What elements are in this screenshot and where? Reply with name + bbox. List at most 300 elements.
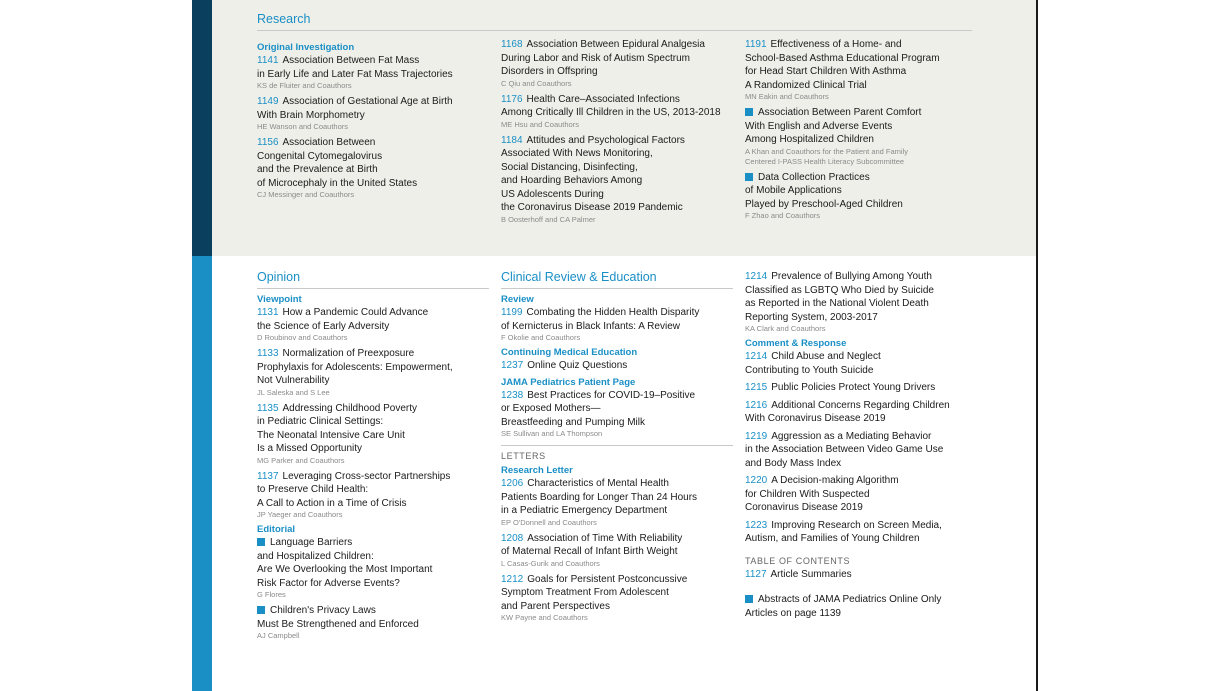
page-number: 1199 [501,307,523,318]
title-text: Disorders in Offspring [501,66,598,77]
article-title-line [257,163,489,177]
title-text: Association of Gestational Age at Birth [282,96,453,107]
article-title-line [257,150,489,164]
research-col-1 [257,38,489,204]
article-entry[interactable] [257,306,489,343]
page-number: 1176 [501,93,523,105]
page-number: 1223 [745,519,768,531]
research-section [257,12,737,36]
article-title-line [745,284,977,298]
subsection-editorial: Editorial [257,524,296,535]
article-title-line [257,347,489,361]
opinion-section [257,270,489,645]
title-text: Best Practices for COVID-19–Positive [527,389,696,401]
article-title-line [257,470,489,484]
article-authors: SE Sullivan and LA Thompson [501,429,603,438]
toc-label: TABLE OF CONTENTS [745,555,851,566]
article-title[interactable] [501,306,733,333]
subsection-comment-response: Comment & Response [745,338,847,349]
title-text: Social Distancing, Disinfecting, [501,161,638,173]
article-list [745,270,977,334]
article-title[interactable] [745,38,977,92]
article-entry[interactable] [257,136,489,200]
title-text: in Pediatric Clinical Settings: [257,416,384,427]
title-text: in a Pediatric Emergency Department [501,505,668,516]
article-title-line [501,532,733,546]
article-title-line [257,536,489,550]
article-title[interactable] [745,519,977,546]
article-title-line [501,586,733,600]
article-list [501,359,733,373]
article-authors: L Casas-Gurik and Coauthors [501,558,600,568]
article-title[interactable] [745,568,977,582]
article-authors: ME Hsu and Coauthors [501,119,579,129]
article-entry[interactable] [501,38,733,89]
article-title-line [501,491,733,505]
article-title-line [501,201,733,215]
article-title-line [257,68,489,82]
article-title-line [501,359,733,373]
title-text: Improving Research on Screen Media, [771,519,942,531]
title-text: A Call to Action in a Time of Crisis [257,497,407,509]
title-text: or Exposed Mothers— [501,403,601,414]
article-entry[interactable] [257,604,489,641]
article-title[interactable] [501,389,733,430]
article-authors: A Khan and Coauthors for the Patient and Family [745,146,909,156]
article-title-line [501,93,733,107]
article-title[interactable] [745,381,977,395]
article-title-line [257,95,489,109]
left-bar-dark [192,0,212,256]
page-number: 1216 [745,399,768,411]
article-authors: AJ Campbell [257,631,300,640]
article-title-line [745,430,977,444]
article-entry[interactable] [745,381,977,395]
article-title[interactable] [745,430,977,471]
article-entry[interactable] [745,399,977,426]
title-text: Language Barriers [270,537,353,548]
title-text: Played by Preschool-Aged Children [745,198,903,210]
title-text: Congenital Cytomegalovirus [257,150,383,162]
article-entry[interactable] [501,573,733,624]
article-authors: C Qiu and Coauthors [501,78,572,88]
article-title[interactable] [745,350,977,377]
article-entry[interactable] [745,568,977,582]
subsection-cme: Continuing Medical Education [501,347,638,358]
article-list [257,306,489,520]
article-title-line [745,399,977,413]
title-text: Association Between Parent Comfort [758,107,922,118]
title-text: in the Association Between Video Game Use [745,444,944,455]
article-title[interactable] [257,536,489,590]
title-text: of Microcephaly in the United States [257,177,418,189]
article-title-line [501,545,733,559]
left-bar-blue [192,256,212,691]
article-title-line [745,532,977,546]
article-title-line [257,320,489,334]
title-text: Classified as LGBTQ Who Died by Suicide [745,284,934,296]
subsection-viewpoint: Viewpoint [257,294,302,305]
article-title-line [745,474,977,488]
article-title[interactable] [257,54,489,81]
article-title-line [501,320,733,334]
article-title-line [745,65,977,79]
article-entry[interactable] [745,350,977,377]
title-text: Article Summaries [770,568,852,580]
article-title-line [745,52,977,66]
title-text: Association of Time With Reliability [527,532,683,544]
article-list [745,593,977,620]
page-number: 1219 [745,430,768,442]
article-title-line [501,147,733,161]
article-authors: MG Parker and Coauthors [257,455,345,465]
title-text: A Decision-making Algorithm [771,475,899,486]
article-title[interactable] [257,95,489,122]
title-text: Public Policies Protect Young Drivers [771,382,936,393]
title-text: Contributing to Youth Suicide [745,364,874,376]
article-entry[interactable] [501,306,733,343]
title-text: Goals for Persistent Postconcussive [527,573,688,585]
page-number: 1131 [257,307,279,318]
title-text: Health Care–Associated Infections [526,93,680,105]
article-list [745,350,977,546]
article-title-line [745,607,977,621]
article-title-line [257,374,489,388]
article-title-line [257,577,489,591]
page-number: 1168 [501,39,523,50]
article-title[interactable] [745,171,977,212]
article-list [501,389,733,440]
article-title-line [501,65,733,79]
title-text: With Brain Morphometry [257,109,365,121]
article-title-line [257,54,489,68]
online-only-icon [745,595,753,603]
article-entry[interactable] [501,477,733,528]
article-entry[interactable] [745,519,977,546]
article-entry[interactable] [257,536,489,600]
article-authors: EP O'Donnell and Coauthors [501,517,597,527]
title-text: Not Vulnerability [257,375,330,386]
article-title-line [745,270,977,284]
title-text: Among Hospitalized Children [745,134,874,145]
subsection-research-letter: Research Letter [501,465,573,476]
article-entry[interactable] [501,532,733,569]
title-text: Is a Missed Opportunity [257,443,363,454]
article-title-line [745,171,977,185]
article-title-line [745,79,977,93]
article-entry[interactable] [745,270,977,334]
article-title-line [257,177,489,191]
title-text: Among Critically Ill Children in the US, 2013-2018 [501,107,721,118]
article-list [501,477,733,623]
title-text: A Randomized Clinical Trial [745,79,867,91]
title-text: Addressing Childhood Poverty [282,402,418,414]
online-only-icon [745,173,753,181]
subsection-original-investigation: Original Investigation [257,42,355,53]
title-text: Risk Factor for Adverse Events? [257,577,400,589]
article-entry[interactable] [257,402,489,466]
article-authors: B Oosterhoff and CA Palmer [501,214,596,224]
article-title-line [501,573,733,587]
article-list [745,38,977,221]
article-title[interactable] [257,347,489,388]
title-text: for Children With Suspected [745,488,870,500]
title-text: Data Collection Practices [758,171,870,183]
section-heading-research: Research [257,12,972,31]
article-title-line [501,600,733,614]
article-entry[interactable] [501,134,733,225]
article-title-line [257,442,489,456]
title-text: Effectiveness of a Home- and [770,39,902,50]
article-authors: Centered I-PASS Health Literacy Subcommittee [745,156,905,166]
article-entry[interactable] [745,171,977,222]
article-title-line [745,120,977,134]
title-text: Prevalence of Bullying Among Youth [771,271,932,282]
title-text: Characteristics of Mental Health [527,478,669,489]
article-authors: KS de Fluiter and Coauthors [257,81,352,90]
page-number: 1137 [257,470,279,482]
clinical-section [501,270,733,627]
page-number: 1133 [257,348,279,359]
page-number: 1214 [745,271,768,282]
title-text: Association Between Epidural Analgesia [526,39,705,50]
article-title-line [745,443,977,457]
title-text: Attitudes and Psychological Factors [526,134,685,146]
title-text: Autism, and Families of Young Children [745,533,920,544]
article-list [257,54,489,200]
article-title[interactable] [745,399,977,426]
section-heading-clinical: Clinical Review & Education [501,270,733,289]
title-text: US Adolescents During [501,188,604,200]
page-number: 1184 [501,134,523,146]
title-text: Prophylaxis for Adolescents: Empowerment, [257,361,453,373]
title-text: and Parent Perspectives [501,600,610,612]
title-text: and Hoarding Behaviors Among [501,175,643,186]
article-authors: F Zhao and Coauthors [745,211,821,220]
article-list [501,38,733,225]
article-title-line [501,504,733,518]
article-title[interactable] [501,573,733,614]
page-number: 1149 [257,96,279,107]
title-text: for Head Start Children With Asthma [745,66,907,77]
article-list [745,568,977,582]
article-title-line [501,188,733,202]
article-title-line [257,563,489,577]
article-title-line [745,501,977,515]
article-entry[interactable] [745,593,977,620]
subsection-patient-page: JAMA Pediatrics Patient Page [501,376,636,388]
page-right-border [1036,0,1038,691]
article-title[interactable] [257,604,489,631]
article-title-line [257,604,489,618]
title-text: Normalization of Preexposure [282,348,415,359]
title-text: of Maternal Recall of Infant Birth Weight [501,546,678,557]
article-title-line [501,306,733,320]
article-title-line [745,381,977,395]
title-text: Child Abuse and Neglect [771,351,881,362]
title-text: Patients Boarding for Longer Than 24 Hours [501,491,698,503]
article-title-line [257,306,489,320]
article-title-line [501,161,733,175]
article-title-line [745,519,977,533]
title-text: and Hospitalized Children: [257,550,374,562]
title-text: the Coronavirus Disease 2019 Pandemic [501,202,683,213]
article-title-line [501,106,733,120]
article-entry[interactable] [745,474,977,515]
page-number: 1212 [501,573,524,585]
article-title-line [745,412,977,426]
title-text: of Mobile Applications [745,185,842,196]
article-title-line [745,364,977,378]
article-title-line [257,361,489,375]
article-title-line [745,593,977,607]
article-title-line [501,477,733,491]
article-title[interactable] [257,470,489,511]
article-title-line [501,416,733,430]
article-authors: JP Yaeger and Coauthors [257,510,343,519]
page-number: 1237 [501,360,524,371]
article-title[interactable] [501,93,733,120]
title-text: Associated With News Monitoring, [501,148,653,159]
article-title-line [501,174,733,188]
title-text: Reporting System, 2003-2017 [745,311,878,323]
article-title-line [501,389,733,403]
title-text: During Labor and Risk of Autism Spectrum [501,52,690,64]
page-number: 1141 [257,55,279,66]
article-entry[interactable] [257,95,489,132]
article-title-line [745,311,977,325]
article-authors: KW Payne and Coauthors [501,613,588,622]
article-entry[interactable] [745,38,977,102]
page-number: 1238 [501,389,524,401]
title-text: How a Pandemic Could Advance [282,307,429,318]
article-entry[interactable] [257,470,489,521]
article-title-line [745,488,977,502]
article-list [501,306,733,343]
article-title-line [745,133,977,147]
article-title-line [257,618,489,632]
article-title-line [257,497,489,511]
article-title[interactable] [501,477,733,518]
title-text: Coronavirus Disease 2019 [745,502,863,513]
article-authors: F Okolie and Coauthors [501,333,581,342]
article-title-line [745,38,977,52]
research-col-2 [501,38,733,229]
article-title-line [257,550,489,564]
online-only-icon [745,108,753,116]
article-title[interactable] [745,270,977,324]
article-title-line [257,402,489,416]
article-entry[interactable] [257,54,489,91]
article-entry[interactable] [745,106,977,167]
article-entry[interactable] [501,389,733,440]
page-number: 1206 [501,478,524,489]
article-title-line [745,568,977,582]
page-number: 1191 [745,39,767,50]
page-number: 1127 [745,568,767,580]
online-only-icon [257,538,265,546]
page-number: 1156 [257,137,279,148]
article-title-line [745,106,977,120]
article-title[interactable] [501,532,733,559]
title-text: Association Between [282,137,376,148]
subsection-review: Review [501,294,534,305]
article-title-line [257,136,489,150]
article-title-line [745,198,977,212]
article-title-line [257,429,489,443]
article-authors: HE Wanson and Coauthors [257,122,349,131]
title-text: and the Prevalence at Birth [257,164,378,175]
article-authors: CJ Messinger and Coauthors [257,190,355,199]
title-text: Breastfeeding and Pumping Milk [501,416,645,428]
title-text: Children's Privacy Laws [270,605,376,616]
article-authors: G Flores [257,590,286,599]
article-entry[interactable] [501,359,733,373]
title-text: Aggression as a Mediating Behavior [771,430,932,442]
article-authors: MN Eakin and Coauthors [745,92,829,101]
right-section [745,270,977,624]
article-title[interactable] [501,359,733,373]
page-number: 1215 [745,382,768,393]
article-title-line [745,457,977,471]
article-authors: D Roubinov and Coauthors [257,333,348,342]
section-heading-opinion: Opinion [257,270,489,289]
article-entry[interactable] [745,430,977,471]
title-text: Must Be Strengthened and Enforced [257,618,419,630]
article-title-line [257,483,489,497]
article-entry[interactable] [501,93,733,130]
article-title-line [745,184,977,198]
article-title-line [257,109,489,123]
article-title[interactable] [257,136,489,190]
article-title[interactable] [745,474,977,515]
page-number: 1135 [257,402,279,414]
article-title-line [257,415,489,429]
article-title-line [745,297,977,311]
article-title[interactable] [501,38,733,79]
article-title[interactable] [745,106,977,147]
page-number: 1214 [745,351,768,362]
online-only-icon [257,606,265,614]
page-number: 1220 [745,475,768,486]
title-text: and Body Mass Index [745,457,842,469]
letters-label: LETTERS [501,445,733,461]
article-title-line [501,402,733,416]
article-entry[interactable] [257,347,489,398]
title-text: With Coronavirus Disease 2019 [745,413,886,424]
title-text: the Science of Early Adversity [257,320,390,332]
title-text: Additional Concerns Regarding Children [771,399,950,411]
title-text: Are We Overlooking the Most Important [257,564,433,575]
article-title[interactable] [501,134,733,215]
title-text: Online Quiz Questions [527,360,628,371]
article-title-line [501,134,733,148]
title-text: School-Based Asthma Educational Program [745,52,940,64]
article-list [257,536,489,641]
title-text: to Preserve Child Health: [257,484,369,495]
title-text: Association Between Fat Mass [282,55,420,66]
article-title[interactable] [257,306,489,333]
article-title[interactable] [257,402,489,456]
article-authors: KA Clark and Coauthors [745,324,826,333]
title-text: The Neonatal Intensive Care Unit [257,429,405,441]
title-text: Abstracts of JAMA Pediatrics Online Only [758,594,942,605]
title-text: Symptom Treatment From Adolescent [501,587,669,598]
title-text: Articles on page 1139 [745,607,841,619]
title-text: Leveraging Cross-sector Partnerships [282,470,451,482]
page-number: 1208 [501,532,524,544]
article-title[interactable] [745,593,977,620]
